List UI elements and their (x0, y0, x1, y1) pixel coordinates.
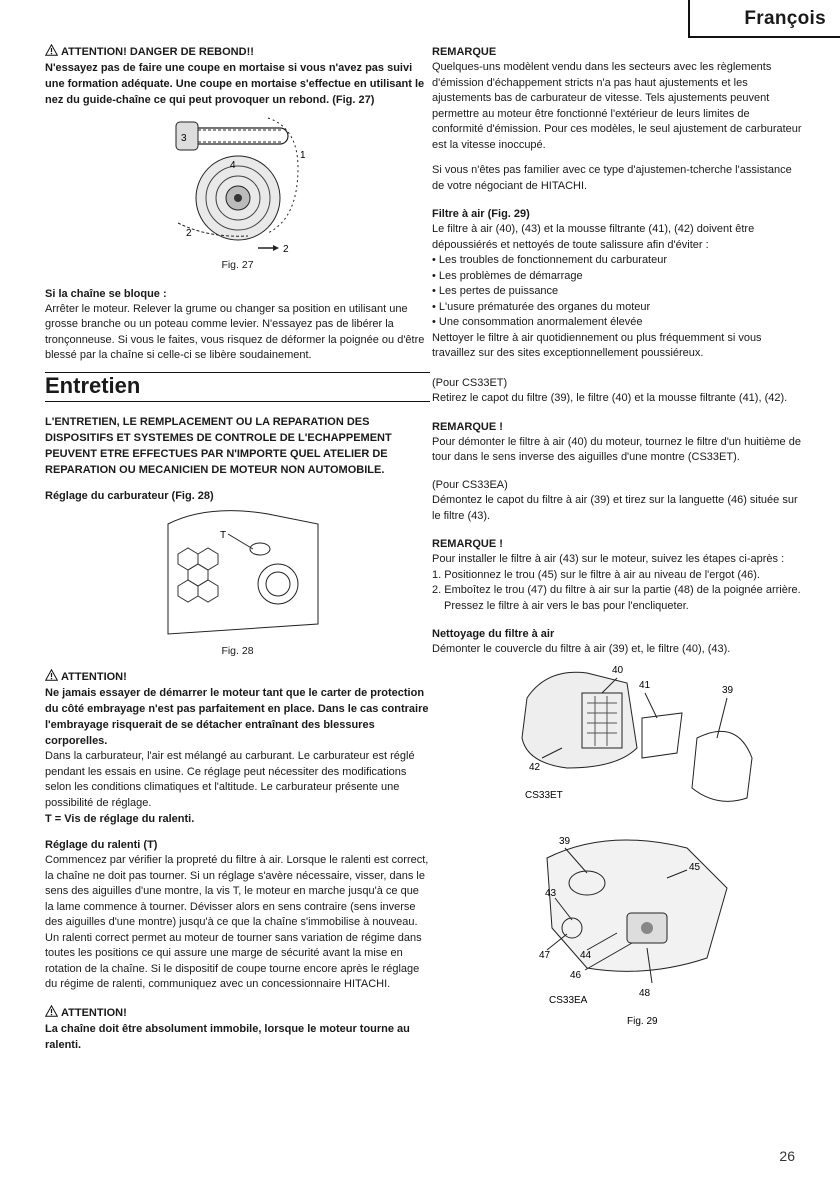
rebound-text: N'essayez pas de faire une coupe en mortaise si vous n'avez pas suivi une formation adéquate. Une coupe en mortaise s'effectue en utilisant le nez du guide-chaîne ce qui peut provoquer un rebond. (Fig. 27) (45, 62, 425, 106)
list-item: • Les troubles de fonctionnement du carburateur (432, 253, 802, 269)
fig29-label-48: 48 (639, 987, 651, 999)
cs33ea-label: (Pour CS33EA) (432, 478, 508, 491)
attention2-text: La chaîne doit être absolument immobile, lorsque le moteur tourne au ralenti. (45, 1022, 410, 1051)
remarque1-text2: Si vous n'êtes pas familier avec ce type d'ajustemen-tcherche l'assistance de votre négociant de HITACHI. (432, 164, 792, 192)
warning-icon (45, 1005, 58, 1017)
fig29-model-top: CS33ET (525, 789, 563, 801)
section-title: Entretien (45, 373, 430, 402)
blocked-text: Arrêter le moteur. Relever la grume ou changer sa position en utilisant une grosse branche ou un poteau comme levier. N'essayez pas de libérer la tronçonneuse. Si vous le faites, vous risquez de déformer la poignée ou d'être blessé par la chaîne si celle-ci se libère soudainement. (45, 302, 425, 361)
cs33et-text: Retirez le capot du filtre (39), le filtre (40) et la mousse filtrante (41), (42). (432, 392, 788, 404)
fig29-model-bottom: CS33EA (549, 994, 588, 1006)
remarque1-heading: REMARQUE (432, 46, 497, 58)
attention2-heading: ATTENTION! (45, 1005, 430, 1021)
install-steps (432, 568, 802, 615)
fig29-label-41: 41 (639, 679, 651, 691)
blocked-heading: Si la chaîne se bloque : (45, 287, 167, 300)
air-filter-text: Le filtre à air (40), (43) et la mousse filtrante (41), (42) doivent être dépoussiérés et nettoyés de toute salissure afin d'éviter : (432, 223, 755, 251)
figure-27-illustration (148, 108, 328, 258)
remarque3-text: Pour installer le filtre à air (43) sur le moteur, suivez les étapes ci-après : (432, 553, 785, 565)
fig28-caption: Fig. 28 (221, 644, 254, 657)
carburetor-heading: Réglage du carburateur (Fig. 28) (45, 489, 214, 502)
fig29-label-46: 46 (570, 969, 582, 981)
fig29-label-40: 40 (612, 664, 624, 676)
list-item: 1. Positionnez le trou (45) sur le filtre à air au niveau de l'ergot (46). (432, 568, 760, 581)
cleaning-heading: Nettoyage du filtre à air (432, 628, 555, 640)
t-screw-note: T = Vis de réglage du ralenti. (45, 813, 195, 825)
attention1-text: Ne jamais essayer de démarrer le moteur tant que le carter de protection du côté embrayage n'est pas parfaitement en place. Dans le cas contraire l'embrayage risquerait de se détacher entraînant des blessures corporelles. (45, 687, 429, 747)
fig27-label-2a: 2 (185, 228, 192, 239)
warning-icon (45, 44, 58, 56)
remarque2-heading: REMARQUE ! (432, 420, 503, 433)
list-item: 2. Emboîtez le trou (47) du filtre à air sur la partie (48) de la poignée arrière. Pressez le filtre à air vers le bas pour l'encliqueter. (432, 584, 801, 612)
list-item: • Les pertes de puissance (432, 284, 802, 300)
cs33ea-text: Démontez le capot du filtre à air (39) et tirez sur la languette (46) située sur le filtre (43). (432, 494, 798, 522)
air-filter-bullets (432, 253, 802, 331)
cleaning-text: Démonter le couvercle du filtre à air (39) et, le filtre (40), (43). (432, 643, 731, 655)
cs33et-label: (Pour CS33ET) (432, 376, 508, 389)
remarque3-heading: REMARQUE ! (432, 538, 503, 550)
language-tab (688, 0, 840, 38)
fig29-label-45: 45 (689, 861, 701, 873)
remarque1-text: Quelques-uns modèlent vendu dans les secteurs avec les règlements d'émission d'échappement stricts n'a pas haut ajustements et les ajustements bas de carburateur de vitesse. Tels ajustements peuvent permettre au moteur être fonctionné l'extérieur de leurs limites de conformité d'émission. Pour ces modèles, le seul ajustement de carburateur est la vitesse inoccupé. (432, 61, 802, 151)
fig29-label-43: 43 (545, 887, 557, 899)
left-column (45, 44, 430, 1053)
fig27-label-4: 4 (229, 160, 236, 171)
right-column (432, 44, 802, 1030)
list-item: • Une consommation anormalement élevée (432, 315, 802, 331)
rebound-heading: ATTENTION! DANGER DE REBOND!! (45, 44, 430, 60)
figure-29-illustration (467, 658, 767, 1030)
warning-icon (45, 669, 58, 681)
air-filter-text2: Nettoyer le filtre à air quotidiennement ou plus fréquemment si vous travaillez sur des sites exceptionnellement poussiéreux. (432, 331, 762, 359)
list-item: • Les problèmes de démarrage (432, 269, 802, 285)
fig29-label-39b: 39 (559, 835, 571, 847)
idle-text: Commencez par vérifier la propreté du filtre à air. Lorsque le ralenti est correct, la chaîne ne doit pas tourner. Si un réglage s'avère nécessaire, visser, dans le sens des aiguilles d'une montre, la vis T, le moteur en marche jusqu'à ce que la lame commence à tourner. Dévisser alors en sens contraire (sens inverse des aiguilles d'une montre) jusqu'à ce que la chaîne s'immobilise à nouveau. Un ralenti correct permet au moteur de tourner sans variation de régime dans toutes les positions ce qui assure une marge de sécurité avant la mise en rotation de la chaîne. Si le dispositif de coupe tourne encore après le réglage du régime de ralenti, communiquez avec un concessionnaire HITACHI. (45, 854, 429, 990)
list-item: • L'usure prématurée des organes du moteur (432, 300, 802, 316)
maintenance-notice: L'ENTRETIEN, LE REMPLACEMENT OU LA REPARATION DES DISPOSITIFS ET SYSTEMES DE CONTROLE DE L'ECHAPPEMENT PEUVENT ETRE EFFECTUES PAR N'IMPORTE QUEL ATELIER DE REPARATION OU MECANICIEN DE MOTEUR NON AUTOMOBILE. (45, 415, 392, 476)
fig29-caption: Fig. 29 (627, 1015, 658, 1027)
fig27-label-3: 3 (180, 133, 187, 144)
idle-heading: Réglage du ralenti (T) (45, 839, 158, 851)
fig28-label-t: T (219, 529, 226, 541)
air-filter-heading: Filtre à air (Fig. 29) (432, 208, 530, 220)
remarque2-text: Pour démonter le filtre à air (40) du moteur, tournez le filtre d'un huitième de tour dans le sens inverse des aiguilles d'une montre (CS33ET). (432, 435, 801, 463)
fig29-label-42: 42 (529, 761, 541, 773)
attention1-heading: ATTENTION! (45, 669, 430, 685)
fig29-label-44: 44 (580, 949, 592, 961)
fig27-label-1: 1 (299, 150, 306, 161)
language-label: François (744, 8, 826, 29)
figure-28-illustration (148, 504, 328, 644)
fig29-label-47: 47 (539, 949, 551, 961)
fig27-caption: Fig. 27 (221, 259, 254, 271)
page-number: 26 (779, 1148, 795, 1164)
fig27-label-2b: 2 (282, 244, 289, 255)
carburetor-text: Dans la carburateur, l'air est mélangé au carburant. Le carburateur est réglé pendant les essais en usine. Ce réglage peut nécessiter des modifications selon les conditions climatiques et l'altitude. Le carburateur présente une possibilité de réglage. (45, 750, 415, 809)
fig29-label-39: 39 (722, 684, 734, 696)
